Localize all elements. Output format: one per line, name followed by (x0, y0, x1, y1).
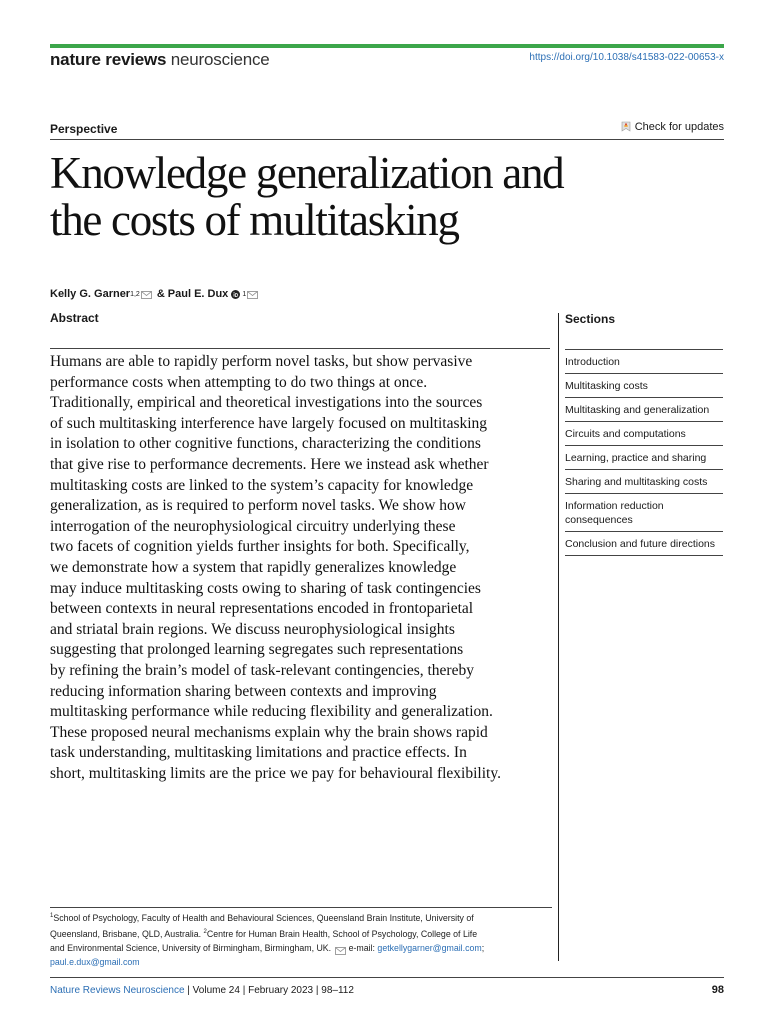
abstract-line: interrogation of the neurophysiological circuitry underlying these (50, 517, 456, 535)
crossmark-icon (620, 121, 632, 133)
title-line: Knowledge generalization and (50, 148, 564, 198)
doi-link[interactable]: https://doi.org/10.1038/s41583-022-00653-x (529, 52, 724, 63)
abstract-line: that give rise to performance decrements. Here we instead ask whether (50, 455, 489, 473)
section-link-information-reduction[interactable]: Information reduction consequences (565, 494, 723, 532)
abstract-line: task understanding, multitasking limitations and practice effects. In (50, 744, 467, 762)
affiliation-sup: 1 (242, 290, 247, 298)
section-link-multitasking-costs[interactable]: Multitasking costs (565, 374, 723, 398)
footnote-sup: 1 (50, 913, 54, 919)
abstract-line: Humans are able to rapidly perform novel tasks, but show pervasive (50, 353, 473, 370)
check-updates-label: Check for updates (634, 121, 724, 133)
abstract-rule (50, 348, 550, 349)
footnote-rule (50, 907, 552, 908)
section-link-multitasking-generalization[interactable]: Multitasking and generalization (565, 398, 723, 422)
column-divider (558, 313, 559, 961)
abstract-heading: Abstract (50, 311, 99, 325)
abstract-line: reducing information sharing between contexts and improving (50, 682, 437, 700)
title-line: the costs of multitasking (50, 195, 459, 245)
title-rule (50, 139, 724, 140)
section-link-circuits[interactable]: Circuits and computations (565, 422, 723, 446)
section-link-sharing-costs[interactable]: Sharing and multitasking costs (565, 470, 723, 494)
sections-list (565, 349, 723, 556)
abstract-line: in isolation to other cognitive functions, characterizing the conditions (50, 435, 481, 453)
email-label: e-mail: (348, 942, 378, 953)
abstract-line: performance costs when attempting to do two things at once. (50, 373, 428, 391)
footer-details: | Volume 24 | February 2023 | 98–112 (184, 985, 354, 996)
journal-brand[interactable] (50, 50, 270, 70)
abstract-line: may induce multitasking costs owing to sharing of task contingencies (50, 579, 481, 597)
header-accent-bar (50, 44, 724, 48)
author-name[interactable]: Kelly G. Garner (50, 288, 131, 300)
abstract-line: multitasking costs are linked to the system’s capacity for knowledge (50, 476, 474, 494)
abstract-line: by refining the brain’s model of task-relevant contingencies, thereby (50, 661, 474, 679)
abstract-text (50, 352, 552, 784)
abstract-line: short, multitasking limits are the price we pay for behavioural flexibility. (50, 764, 501, 782)
abstract-line: suggesting that prolonged learning segregates such representations (50, 641, 464, 659)
abstract-line: generalization, as is required to perform novel tasks. We show how (50, 497, 466, 515)
abstract-line: multitasking performance while reducing flexibility and generalization. (50, 703, 493, 721)
footnote-text: School of Psychology, Faculty of Health and Behavioural Sciences, Queensland Brain Institute, University of (53, 912, 474, 923)
brand-light: neuroscience (170, 50, 270, 69)
footnote-text: Centre for Human Brain Health, School of Psychology, College of Life (206, 928, 478, 939)
section-link-conclusion[interactable]: Conclusion and future directions (565, 532, 723, 556)
abstract-line: and striatal brain regions. We discuss neurophysiological insights (50, 620, 455, 638)
footnote-text: Queensland, Brisbane, QLD, Australia. (50, 928, 204, 939)
footnote-line (50, 955, 550, 969)
author-conjunction: & (156, 288, 165, 300)
mail-icon[interactable] (141, 290, 152, 298)
check-updates-link[interactable] (620, 121, 724, 133)
abstract-line: two facets of cognition yields further insights for both. Specifically, (50, 538, 470, 556)
footnote-line (50, 925, 550, 941)
sections-heading: Sections (565, 312, 616, 326)
email-separator: ; (481, 942, 485, 953)
abstract-line: of such multitasking interference have largely focused on multitasking (50, 414, 488, 432)
footnote-line (50, 909, 550, 925)
abstract-line: Traditionally, empirical and theoretical investigations into the sources (50, 394, 483, 412)
author-name[interactable]: Paul E. Dux (167, 288, 229, 300)
author-list (50, 288, 261, 300)
email-link[interactable]: paul.e.dux@gmail.com (50, 956, 140, 967)
mail-icon (335, 945, 346, 953)
page-footer (50, 985, 354, 996)
abstract-line: These proposed neural mechanisms explain why the brain shows rapid (50, 723, 488, 741)
page-number: 98 (711, 984, 724, 996)
footnote-text: and Environmental Science, University of Birmingham, Birmingham, UK. (50, 942, 334, 953)
article-title (50, 150, 690, 244)
footer-rule (50, 977, 724, 978)
orcid-icon[interactable] (231, 290, 240, 299)
section-link-introduction[interactable]: Introduction (565, 350, 723, 374)
article-type: Perspective (50, 122, 118, 136)
brand-bold: nature reviews (50, 50, 167, 69)
section-link-learning-practice[interactable]: Learning, practice and sharing (565, 446, 723, 470)
affiliations-footnote (50, 909, 550, 969)
abstract-line: between contexts in neural representations encoded in frontoparietal (50, 600, 474, 618)
affiliation-sup: 1,2 (130, 290, 140, 298)
mail-icon[interactable] (247, 290, 258, 298)
footer-journal-link[interactable]: Nature Reviews Neuroscience (50, 985, 185, 996)
email-link[interactable]: getkellygarner@gmail.com (377, 942, 482, 953)
abstract-line: we demonstrate how a system that rapidly generalizes knowledge (50, 558, 457, 576)
footnote-line (50, 941, 550, 955)
footnote-sup: 2 (203, 928, 207, 935)
